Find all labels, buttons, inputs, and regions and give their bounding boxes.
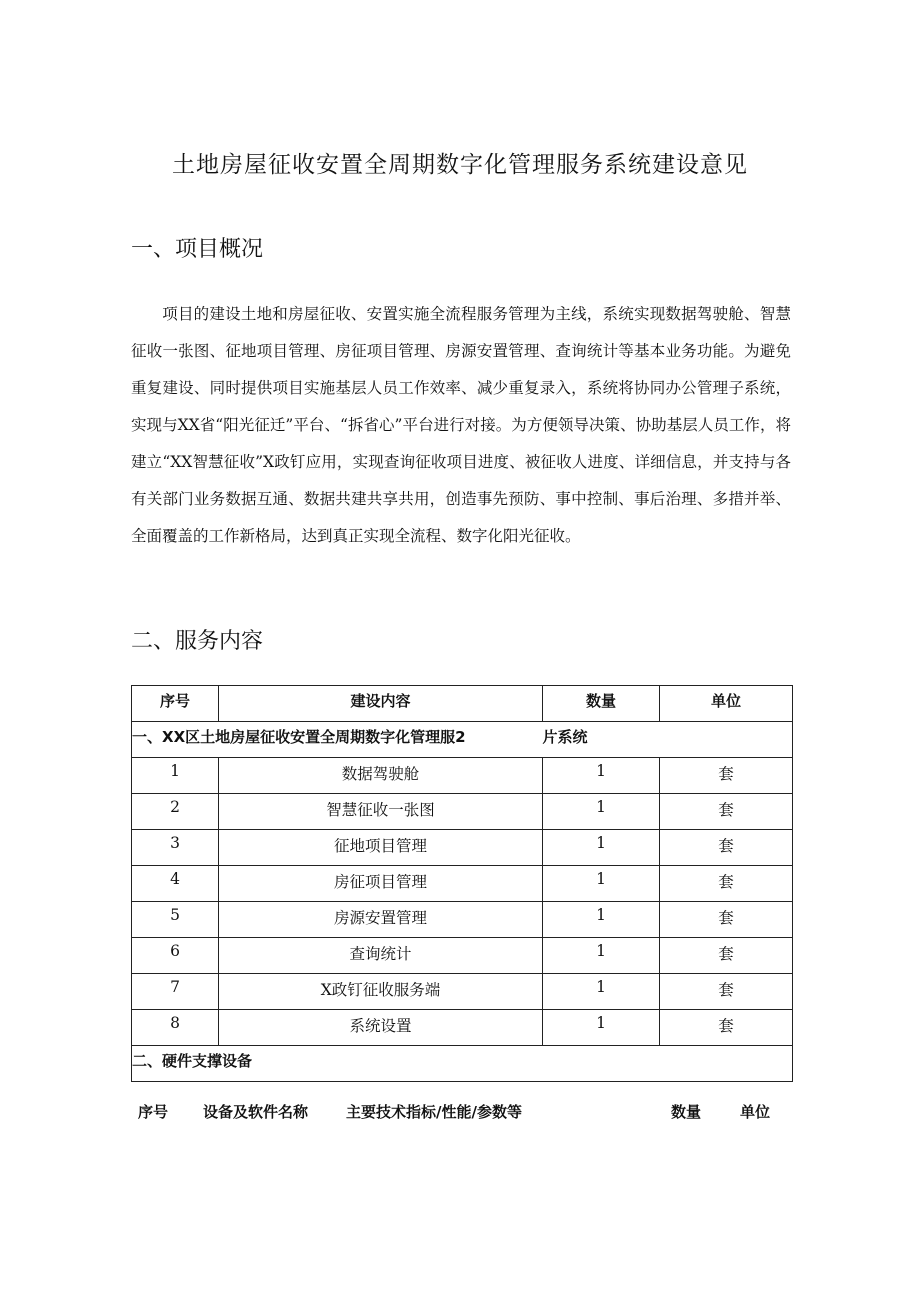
table-header-row [132, 686, 793, 722]
row-no: 8 [132, 1010, 219, 1046]
row-unit: 套 [660, 866, 793, 902]
group1-title-left: 一、XX区土地房屋征收安置全周期数字化管理服2 [132, 722, 543, 758]
table-row [132, 902, 793, 938]
row-qty: 1 [543, 1010, 660, 1046]
row-qty: 1 [543, 902, 660, 938]
overview-text: 项目的建设土地和房屋征收、安置实施全流程服务管理为主线，系统实现数据驾驶舱、智慧征收一张图、征地项目管理、房征项目管理、房源安置管理、查询统计等基本业务功能。为避免重复建设、同时提供项目实施基层人员工作效率、减少重复录入，系统将协同办公管理子系统，实现与XX省“阳光征迁”平台、“拆省心”平台进行对接。为方便领导决策、协助基层人员工作，将建立“XX智慧征收”X政钉应用，实现查询征收项目进度、被征收人进度、详细信息，并支持与各有关部门业务数据互通、数据共建共享共用，创造事先预防、事中控制、事后治理、多措并举、全面覆盖的工作新格局，达到真正实现全流程、数字化阳光征收。 [131, 305, 791, 545]
row-no: 7 [132, 974, 219, 1010]
table-group-row [132, 722, 793, 758]
row-no: 2 [132, 794, 219, 830]
row-item: X政钉征收服务端 [219, 974, 543, 1010]
row-item: 房源安置管理 [219, 902, 543, 938]
row-item: 征地项目管理 [219, 830, 543, 866]
sub-header-spec: 主要技术指标/性能/参数等 [346, 1103, 522, 1121]
row-qty: 1 [543, 830, 660, 866]
table-row [132, 1010, 793, 1046]
table-row [132, 758, 793, 794]
table-row [132, 794, 793, 830]
document-title: 土地房屋征收安置全周期数字化管理服务系统建设意见 [172, 152, 748, 178]
row-no: 1 [132, 758, 219, 794]
row-unit: 套 [660, 758, 793, 794]
table-row [132, 938, 793, 974]
row-qty: 1 [543, 794, 660, 830]
row-unit: 套 [660, 794, 793, 830]
section-heading-service: 二、服务内容 [131, 629, 264, 654]
row-unit: 套 [660, 938, 793, 974]
row-no: 3 [132, 830, 219, 866]
row-no: 6 [132, 938, 219, 974]
row-qty: 1 [543, 974, 660, 1010]
sub-header-name: 设备及软件名称 [203, 1103, 309, 1121]
table-row [132, 974, 793, 1010]
table-row [132, 866, 793, 902]
group1-title-right: 片系统 [543, 722, 793, 758]
row-item: 数据驾驶舱 [219, 758, 543, 794]
group2-title: 二、硬件支撑设备 [132, 1046, 793, 1082]
row-no: 5 [132, 902, 219, 938]
header-no: 序号 [132, 686, 219, 722]
section-heading-overview: 一、项目概况 [131, 237, 264, 262]
header-unit: 单位 [660, 686, 793, 722]
service-table [131, 685, 793, 1082]
table-group-row [132, 1046, 793, 1082]
row-qty: 1 [543, 758, 660, 794]
row-qty: 1 [543, 938, 660, 974]
sub-header-qty: 数量 [671, 1103, 702, 1121]
table-row [132, 830, 793, 866]
header-item: 建设内容 [219, 686, 543, 722]
row-unit: 套 [660, 1010, 793, 1046]
row-no: 4 [132, 866, 219, 902]
row-item: 房征项目管理 [219, 866, 543, 902]
sub-header-no: 序号 [138, 1103, 169, 1121]
row-unit: 套 [660, 902, 793, 938]
overview-paragraph [131, 296, 791, 555]
row-item: 查询统计 [219, 938, 543, 974]
row-unit: 套 [660, 974, 793, 1010]
header-qty: 数量 [543, 686, 660, 722]
row-unit: 套 [660, 830, 793, 866]
row-item: 智慧征收一张图 [219, 794, 543, 830]
row-qty: 1 [543, 866, 660, 902]
sub-header-unit: 单位 [740, 1103, 771, 1121]
row-item: 系统设置 [219, 1010, 543, 1046]
